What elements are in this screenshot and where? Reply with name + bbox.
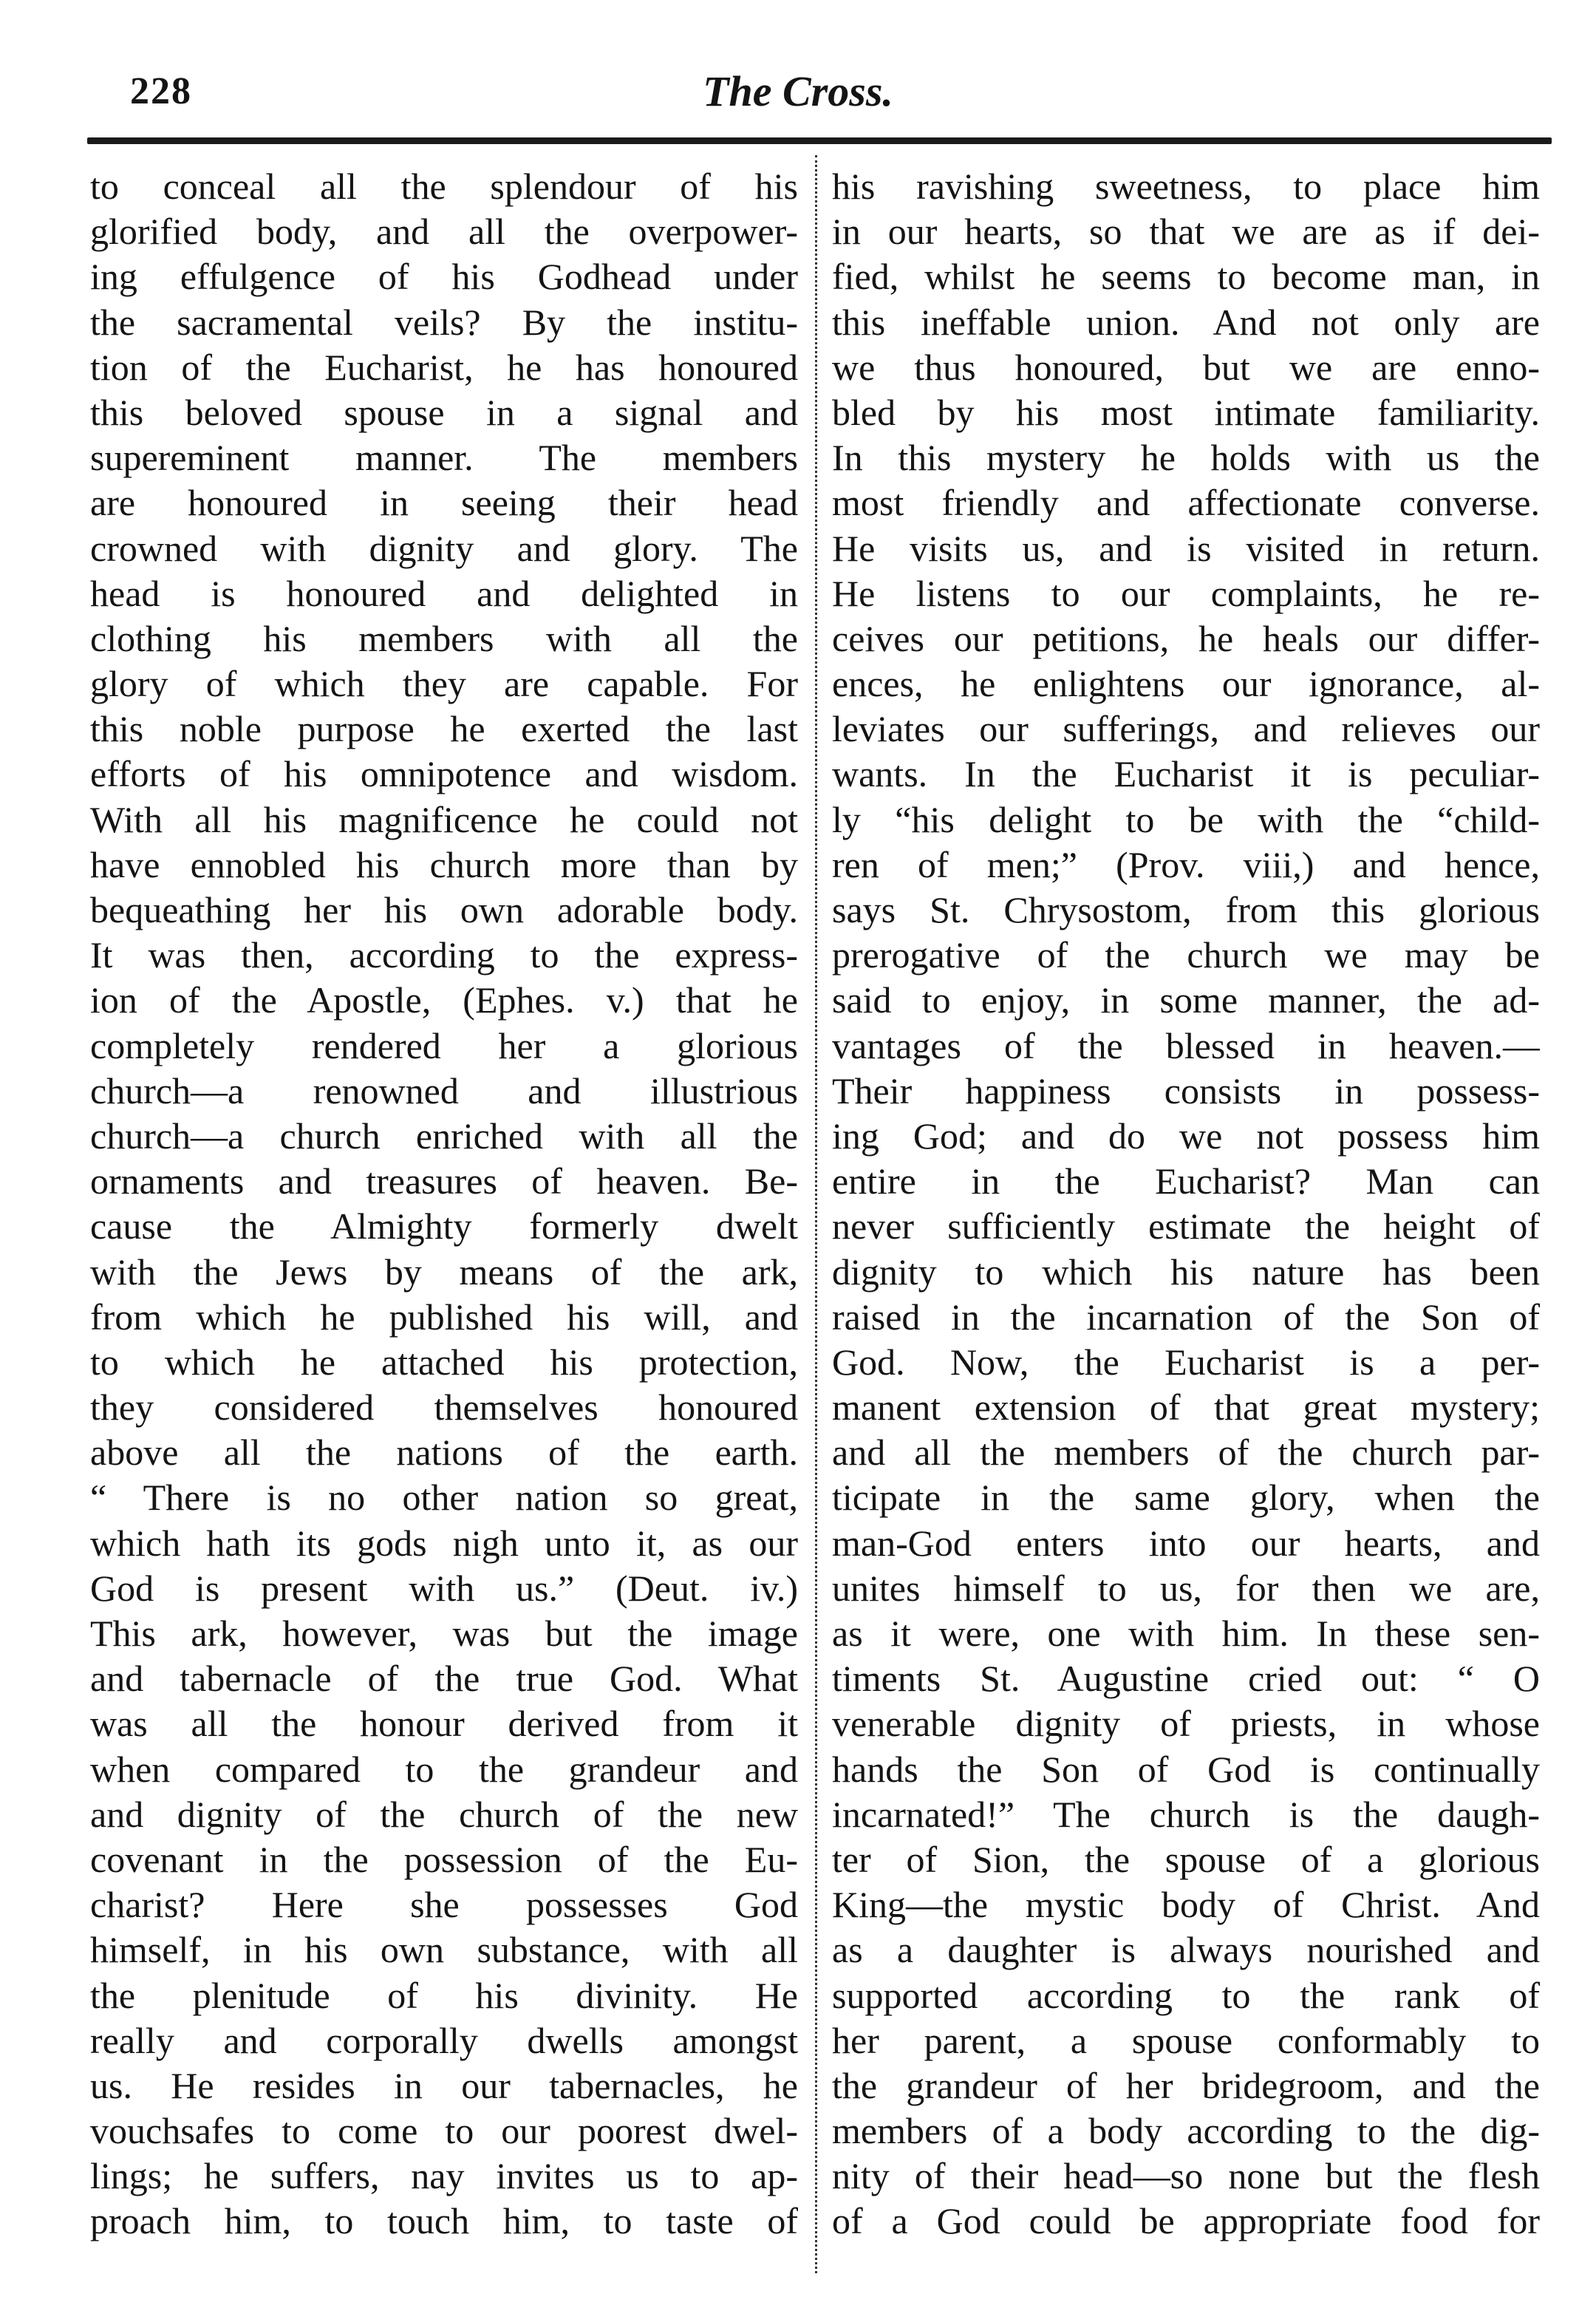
text-line: venerable dignity of priests, in whose (832, 1703, 1540, 1745)
text-line: In this mystery he holds with us the (832, 437, 1540, 479)
text-line: hands the Son of God is continually (832, 1748, 1540, 1790)
text-line: really and corporally dwells amongst (90, 2019, 798, 2061)
text-line: which hath its gods nigh unto it, as our (90, 1522, 798, 1564)
text-line: ences, he enlightens our ignorance, al- (832, 663, 1540, 705)
text-line: ornaments and treasures of heaven. Be- (90, 1160, 798, 1202)
text-line: says St. Chrysostom, from this glorious (832, 889, 1540, 930)
text-line: this beloved spouse in a signal and (90, 391, 798, 433)
text-line: covenant in the possession of the Eu- (90, 1838, 798, 1880)
text-line: have ennobled his church more than by (90, 843, 798, 885)
text-line: and dignity of the church of the new (90, 1793, 798, 1835)
text-line: us. He resides in our tabernacles, he (90, 2064, 798, 2106)
text-line: cause the Almighty formerly dwelt (90, 1205, 798, 1247)
text-line: tion of the Eucharist, he has honoured (90, 346, 798, 388)
text-line: church—a renowned and illustrious (90, 1069, 798, 1112)
text-line: He listens to our complaints, he re- (832, 572, 1540, 614)
text-line: dignity to which his nature has been (832, 1250, 1540, 1293)
text-line: clothing his members with all the (90, 617, 798, 659)
text-line: timents St. Augustine cried out: “ O (832, 1658, 1540, 1700)
text-line: bequeathing her his own adorable body. (90, 889, 798, 930)
text-line: vouchsafes to come to our poorest dwel- (90, 2110, 798, 2152)
text-line: ren of men;” (Prov. viii,) and hence, (832, 843, 1540, 885)
text-line: supereminent manner. The members (90, 437, 798, 479)
text-line: above all the nations of the earth. (90, 1432, 798, 1474)
text-line: bled by his most intimate familiarity. (832, 391, 1540, 433)
text-line: head is honoured and delighted in (90, 572, 798, 614)
text-line: supported according to the rank of (832, 1974, 1540, 2016)
text-line: ceives our petitions, he heals our differ- (832, 617, 1540, 659)
text-line: prerogative of the church we may be (832, 934, 1540, 976)
text-line: unites himself to us, for then we are, (832, 1567, 1540, 1609)
text-line: manent extension of that great mystery; (832, 1386, 1540, 1429)
text-line: this noble purpose he exerted the last (90, 708, 798, 750)
text-line: vantages of the blessed in heaven.— (832, 1024, 1540, 1066)
text-line: her parent, a spouse conformably to (832, 2019, 1540, 2061)
text-line: incarnated!” The church is the daugh- (832, 1793, 1540, 1835)
text-line: we thus honoured, but we are enno- (832, 346, 1540, 388)
text-line: wants. In the Eucharist it is peculiar- (832, 753, 1540, 795)
text-line: members of a body according to the dig- (832, 2110, 1540, 2152)
text-line: He visits us, and is visited in return. (832, 527, 1540, 569)
text-line: in our hearts, so that we are as if dei- (832, 211, 1540, 253)
text-line: and all the members of the church par- (832, 1432, 1540, 1474)
text-line: God is present with us.” (Deut. iv.) (90, 1567, 798, 1609)
text-line: glorified body, and all the overpower- (90, 211, 798, 253)
text-line: ly “his delight to be with the “child- (832, 798, 1540, 840)
text-line: when compared to the grandeur and (90, 1748, 798, 1790)
text-line: entire in the Eucharist? Man can (832, 1160, 1540, 1202)
text-line: crowned with dignity and glory. The (90, 527, 798, 569)
text-line: himself, in his own substance, with all (90, 1929, 798, 1971)
text-line: to conceal all the splendour of his (90, 166, 798, 207)
text-line: of a God could be appropriate food for (832, 2200, 1540, 2242)
text-line: his ravishing sweetness, to place him (832, 166, 1540, 207)
column-divider (815, 155, 817, 2273)
text-line: this ineffable union. And not only are (832, 301, 1540, 343)
text-line: nity of their head—so none but the flesh (832, 2155, 1540, 2197)
text-line: said to enjoy, in some manner, the ad- (832, 979, 1540, 1021)
text-line: the plenitude of his divinity. He (90, 1974, 798, 2016)
text-line: as a daughter is always nourished and (832, 1929, 1540, 1971)
text-line: ticipate in the same glory, when the (832, 1477, 1540, 1519)
text-line: ing God; and do we not possess him (832, 1114, 1540, 1157)
text-line: proach him, to touch him, to taste of (90, 2200, 798, 2242)
text-line: It was then, according to the express- (90, 934, 798, 976)
text-line: man-God enters into our hearts, and (832, 1522, 1540, 1564)
text-line: lings; he suffers, nay invites us to ap- (90, 2155, 798, 2197)
text-line: fied, whilst he seems to become man, in (832, 256, 1540, 298)
text-line: Their happiness consists in possess- (832, 1069, 1540, 1112)
text-line: to which he attached his protection, (90, 1341, 798, 1383)
text-line: completely rendered her a glorious (90, 1024, 798, 1066)
text-line: they considered themselves honoured (90, 1386, 798, 1429)
page-number: 228 (130, 70, 192, 112)
text-line: from which he published his will, and (90, 1296, 798, 1338)
text-line: was all the honour derived from it (90, 1703, 798, 1745)
text-line: This ark, however, was but the image (90, 1613, 798, 1654)
text-line: never sufficiently estimate the height of (832, 1205, 1540, 1247)
text-line: and tabernacle of the true God. What (90, 1658, 798, 1700)
text-line: raised in the incarnation of the Son of (832, 1296, 1540, 1338)
text-line: leviates our sufferings, and relieves our (832, 708, 1540, 750)
left-text-column (90, 164, 798, 2244)
right-text-column (832, 164, 1540, 2244)
text-line: ter of Sion, the spouse of a glorious (832, 1838, 1540, 1880)
running-title: The Cross. (703, 67, 893, 115)
text-line: the grandeur of her bridegroom, and the (832, 2064, 1540, 2106)
header-rule (87, 137, 1552, 144)
text-line: are honoured in seeing their head (90, 482, 798, 524)
text-line: ion of the Apostle, (Ephes. v.) that he (90, 979, 798, 1021)
text-line: with the Jews by means of the ark, (90, 1250, 798, 1293)
text-line: glory of which they are capable. For (90, 663, 798, 705)
text-line: “ There is no other nation so great, (90, 1477, 798, 1519)
text-line: the sacramental veils? By the institu- (90, 301, 798, 343)
text-line: church—a church enriched with all the (90, 1114, 798, 1157)
text-line: efforts of his omnipotence and wisdom. (90, 753, 798, 795)
text-line: With all his magnificence he could not (90, 798, 798, 840)
text-line: God. Now, the Eucharist is a per- (832, 1341, 1540, 1383)
text-line: King—the mystic body of Christ. And (832, 1884, 1540, 1926)
text-line: ing effulgence of his Godhead under (90, 256, 798, 298)
text-line: most friendly and affectionate converse. (832, 482, 1540, 524)
text-line: charist? Here she possesses God (90, 1884, 798, 1926)
text-line: as it were, one with him. In these sen- (832, 1613, 1540, 1654)
